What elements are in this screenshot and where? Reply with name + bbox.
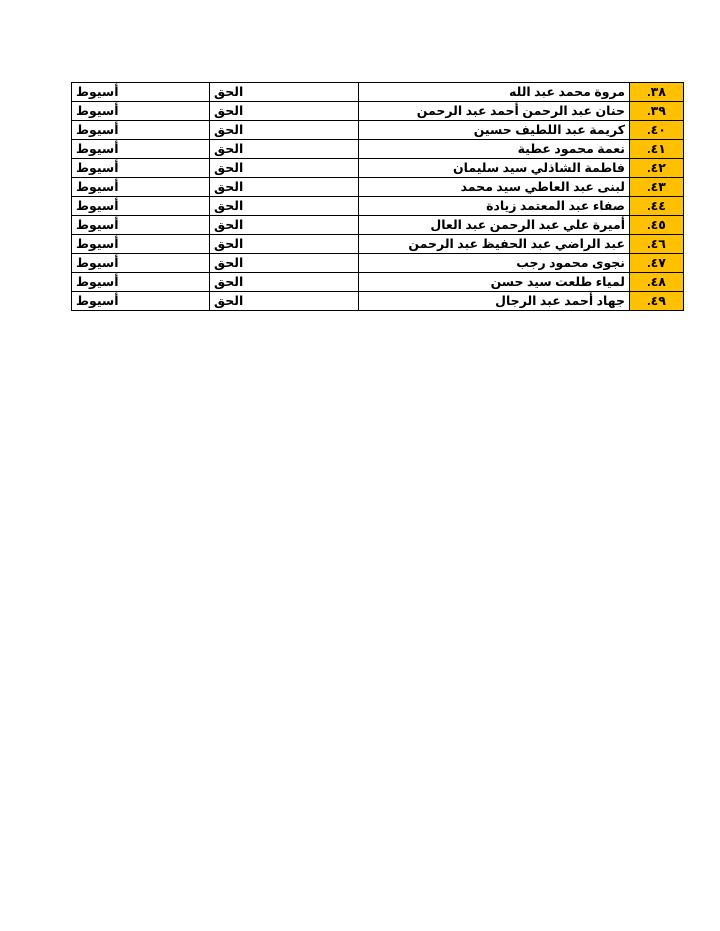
row-number: ٤٤. <box>630 197 684 216</box>
table-row <box>72 197 684 216</box>
row-number: ٤٣. <box>630 178 684 197</box>
city: أسيوط <box>72 83 210 102</box>
table-row <box>72 140 684 159</box>
row-number: ٤٥. <box>630 216 684 235</box>
person-name: عبد الراضي عبد الحفيظ عبد الرحمن <box>359 235 630 254</box>
table-row <box>72 178 684 197</box>
row-number: ٤١. <box>630 140 684 159</box>
row-number: ٣٩. <box>630 102 684 121</box>
person-name: أميرة علي عبد الرحمن عبد العال <box>359 216 630 235</box>
city: أسيوط <box>72 121 210 140</box>
row-number: ٤٢. <box>630 159 684 178</box>
city: أسيوط <box>72 159 210 178</box>
person-name: حنان عبد الرحمن أحمد عبد الرحمن <box>359 102 630 121</box>
department: الحق <box>210 254 359 273</box>
table-row <box>72 159 684 178</box>
table-row <box>72 216 684 235</box>
row-number: ٤٧. <box>630 254 684 273</box>
names-table-body <box>72 83 684 311</box>
table-row <box>72 254 684 273</box>
city: أسيوط <box>72 197 210 216</box>
city: أسيوط <box>72 216 210 235</box>
person-name: لمياء طلعت سيد حسن <box>359 273 630 292</box>
city: أسيوط <box>72 102 210 121</box>
department: الحق <box>210 216 359 235</box>
city: أسيوط <box>72 235 210 254</box>
department: الحق <box>210 292 359 311</box>
city: أسيوط <box>72 254 210 273</box>
department: الحق <box>210 83 359 102</box>
row-number: ٤٨. <box>630 273 684 292</box>
city: أسيوط <box>72 140 210 159</box>
person-name: صفاء عبد المعتمد زيادة <box>359 197 630 216</box>
department: الحق <box>210 159 359 178</box>
city: أسيوط <box>72 292 210 311</box>
person-name: فاطمة الشاذلي سيد سليمان <box>359 159 630 178</box>
table-row <box>72 102 684 121</box>
table-row <box>72 121 684 140</box>
names-table <box>71 82 684 311</box>
table-row <box>72 235 684 254</box>
department: الحق <box>210 197 359 216</box>
person-name: مروة محمد عبد الله <box>359 83 630 102</box>
person-name: نعمة محمود عطية <box>359 140 630 159</box>
person-name: نجوى محمود رجب <box>359 254 630 273</box>
row-number: ٤٠. <box>630 121 684 140</box>
city: أسيوط <box>72 273 210 292</box>
city: أسيوط <box>72 178 210 197</box>
person-name: كريمة عبد اللطيف حسين <box>359 121 630 140</box>
row-number: ٤٩. <box>630 292 684 311</box>
department: الحق <box>210 121 359 140</box>
department: الحق <box>210 235 359 254</box>
department: الحق <box>210 273 359 292</box>
person-name: لبنى عبد العاطي سيد محمد <box>359 178 630 197</box>
table-row <box>72 83 684 102</box>
table-row <box>72 273 684 292</box>
row-number: ٣٨. <box>630 83 684 102</box>
department: الحق <box>210 102 359 121</box>
department: الحق <box>210 178 359 197</box>
row-number: ٤٦. <box>630 235 684 254</box>
table-row <box>72 292 684 311</box>
department: الحق <box>210 140 359 159</box>
person-name: جهاد أحمد عبد الرجال <box>359 292 630 311</box>
